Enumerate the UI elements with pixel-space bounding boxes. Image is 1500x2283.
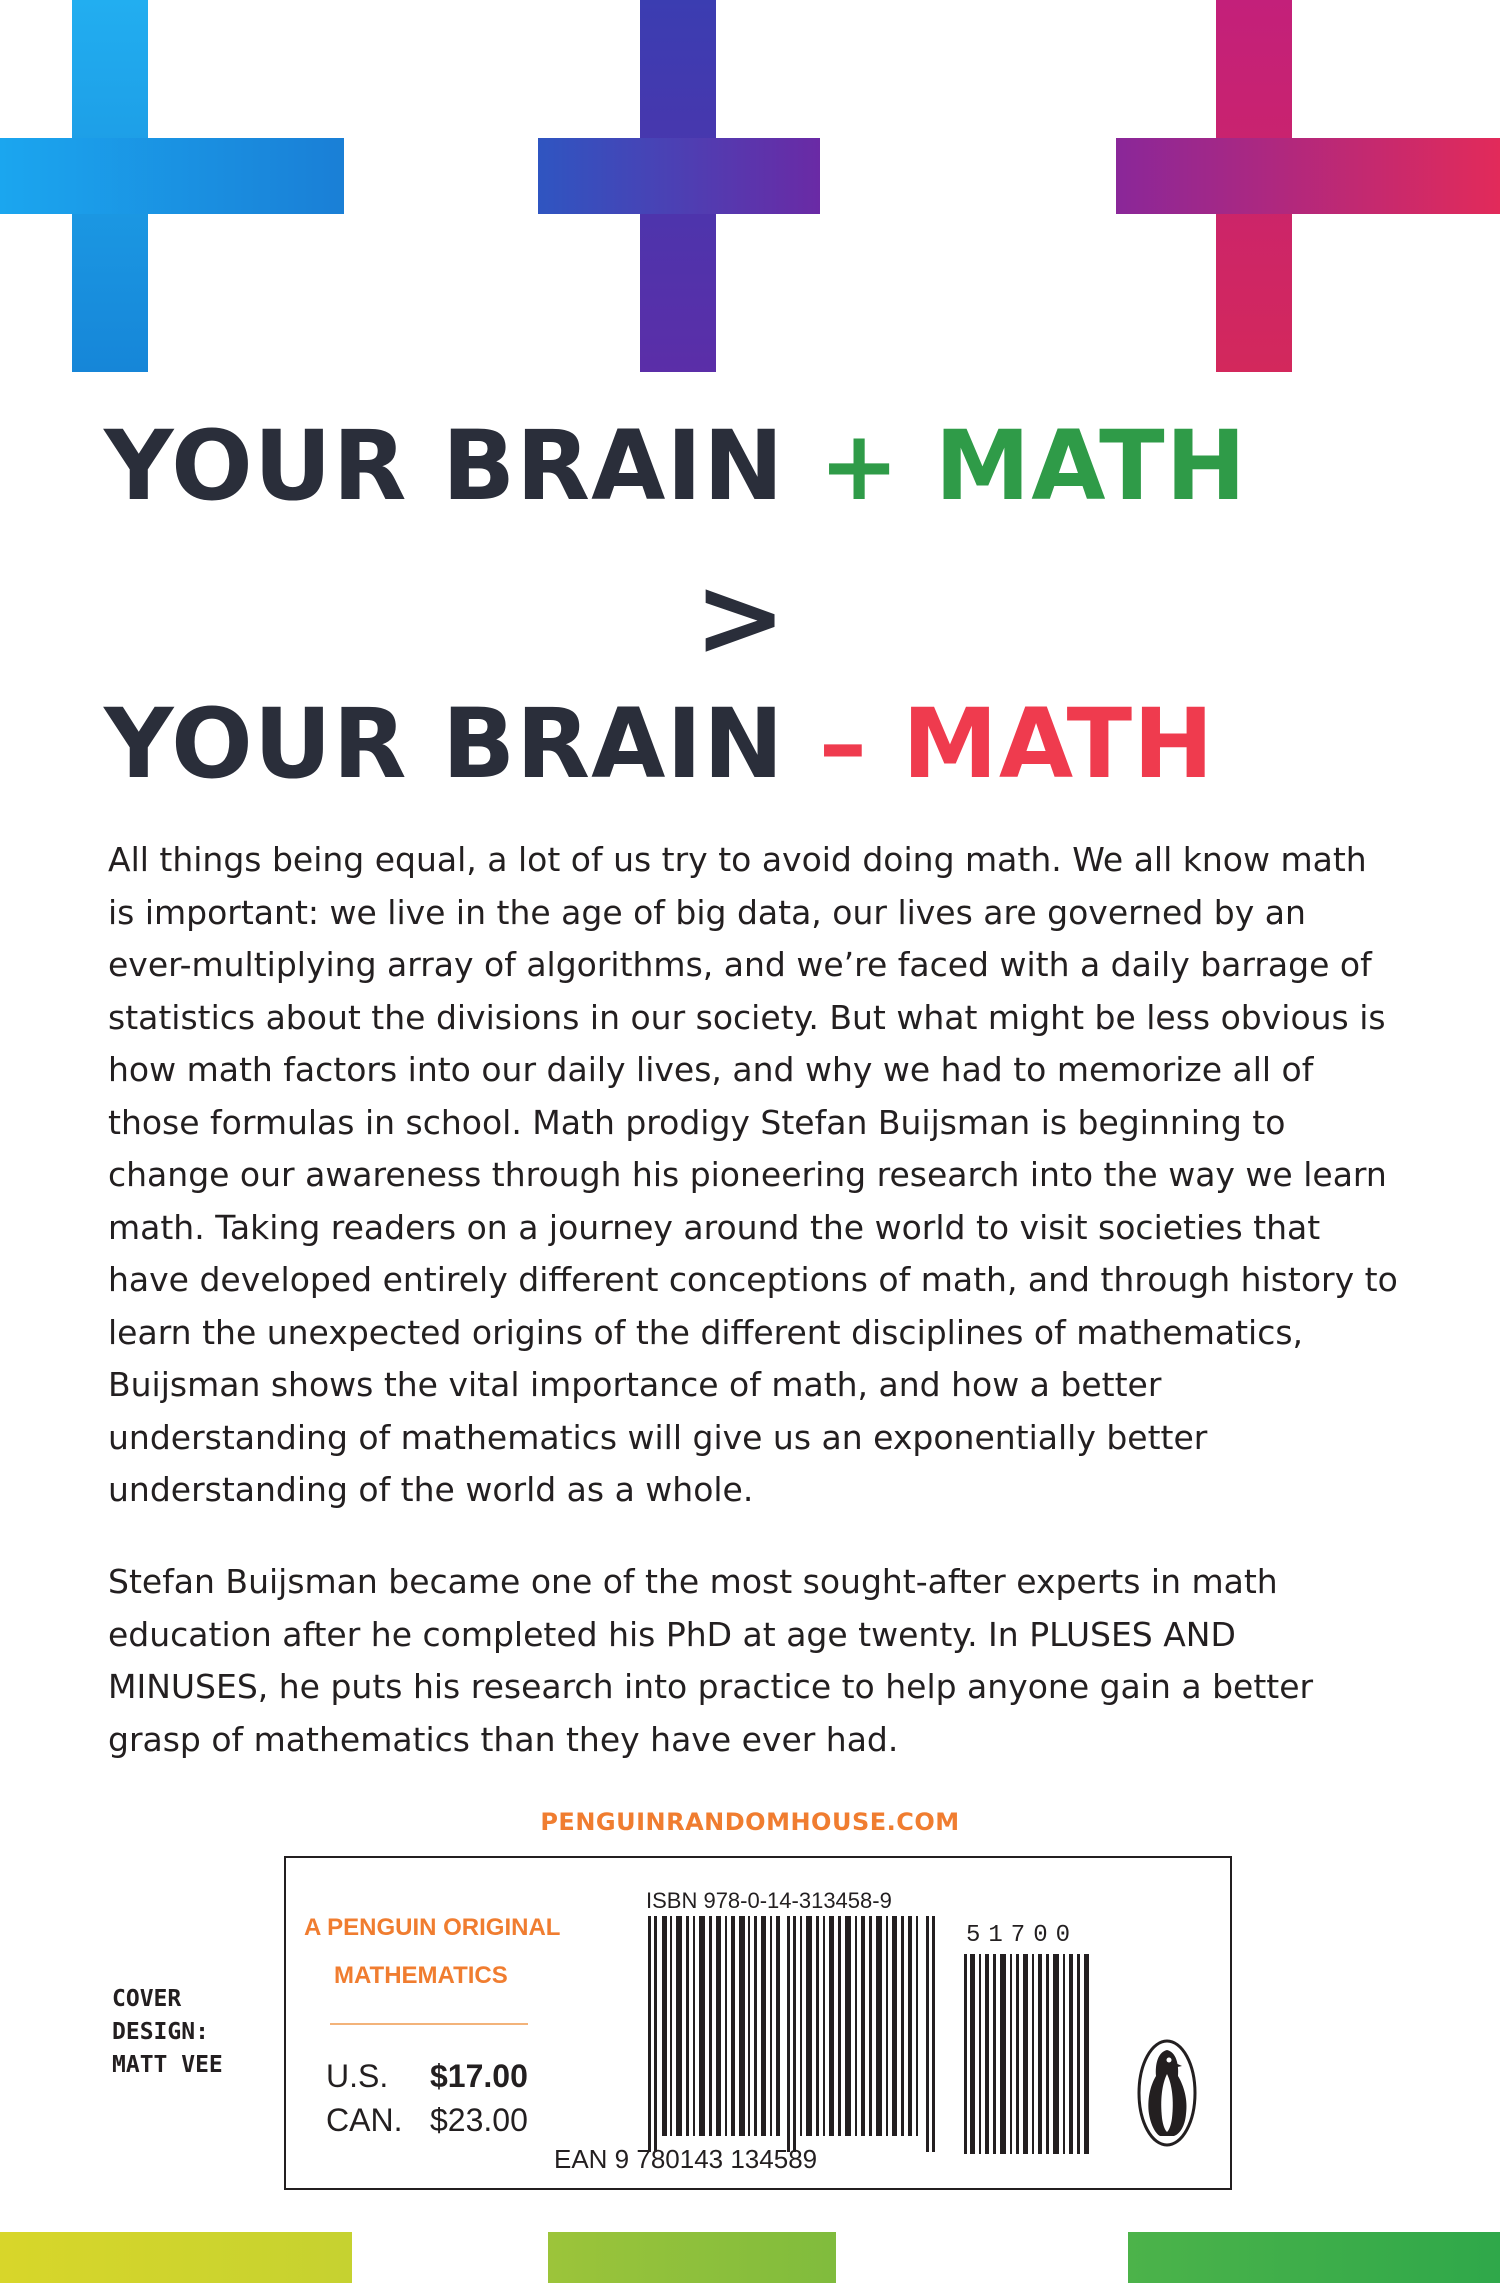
color-strip xyxy=(548,2232,836,2283)
divider xyxy=(330,2023,528,2025)
color-strip xyxy=(0,2232,352,2283)
headline-subject: YOUR BRAIN xyxy=(104,688,785,800)
currency-label: CAN. xyxy=(326,2102,403,2138)
currency-label: U.S. xyxy=(326,2058,389,2094)
publisher-website: PENGUINRANDOMHOUSE.COM xyxy=(540,1808,960,1836)
author-bio-paragraph: Stefan Buijsman became one of the most sought-after experts in math education after he completed his PhD at age twenty. In PLUSES AND MINUSES, he puts his research into practice to help anyone gain a better grasp of mathematics than they have ever had. xyxy=(108,1562,1314,1759)
addon-digits: 51700 xyxy=(966,1922,1079,1949)
addon-barcode-icon xyxy=(964,1954,1090,2154)
price-value: $17.00 xyxy=(430,2058,528,2094)
description-paragraph: All things being equal, a lot of us try to avoid doing math. We all know math is important: we live in the age of big data, our lives are governed by an ever-multiplying array of algorithms, and we’re faced with a daily barrage of statistics about the divisions in our society. But what might be less obvious is how math factors into our daily lives, and why we had to memorize all of those formulas in school. Math prodigy Stefan Buijsman is beginning to change our awareness through his pioneering research into the way we learn math. Taking readers on a journey around the world to visit societies that have developed entirely different conceptions of math, and through history to learn the unexpected origins of the different disciplines of mathematics, Buijsman shows the vital importance of math, and how a better understanding of mathematics will give us an exponentially better understanding of the world as a whole. xyxy=(108,840,1398,1509)
credit-line: COVER xyxy=(112,1986,182,2012)
ean-digits: EAN 9 780143 134589 xyxy=(554,2144,818,2174)
headline-term-math: MATH xyxy=(934,410,1247,522)
price-us xyxy=(326,2058,528,2095)
price-can xyxy=(326,2102,528,2139)
imprint-label: A PENGUIN ORIGINAL xyxy=(304,1914,561,1941)
barcode-icon xyxy=(648,1916,938,2152)
headline-operator-plus: + xyxy=(818,410,901,522)
isbn-label: ISBN 978-0-14-313458-9 xyxy=(646,1888,892,1913)
credit-line: MATT VEE xyxy=(112,2052,223,2078)
penguin-logo-icon xyxy=(1136,2038,1198,2148)
headline-term-math: MATH xyxy=(902,688,1215,800)
headline-comparator: > xyxy=(694,553,788,681)
headline-line-1 xyxy=(104,410,1247,522)
headline-line-2 xyxy=(104,688,1215,800)
credit-line: DESIGN: xyxy=(112,2019,209,2045)
color-strip xyxy=(1128,2232,1500,2283)
price-value: $23.00 xyxy=(430,2102,528,2138)
headline-operator-minus: – xyxy=(818,688,868,800)
cover-design-credit xyxy=(112,1983,223,2082)
price-barcode-box xyxy=(284,1856,1232,2190)
headline-subject: YOUR BRAIN xyxy=(104,410,785,522)
category-label: MATHEMATICS xyxy=(334,1962,508,1989)
